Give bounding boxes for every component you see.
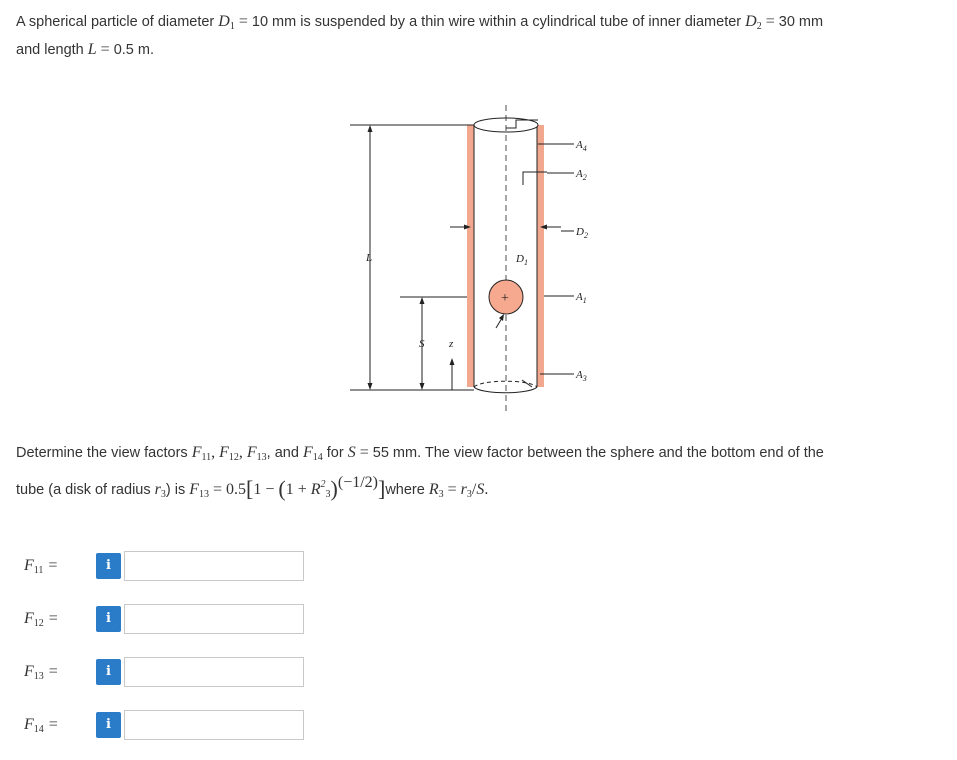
d1-equals: = xyxy=(234,13,252,30)
sphere-center-plus: + xyxy=(501,291,509,306)
question-text: for xyxy=(322,445,348,461)
question-text: , and xyxy=(266,445,303,461)
tube-sphere-figure xyxy=(340,100,600,420)
s-symbol: S xyxy=(476,481,485,498)
formula-part: . xyxy=(484,481,489,498)
f11-symbol: $F_{11}$ xyxy=(191,444,212,463)
label-a3: $A_3$ xyxy=(576,369,587,383)
problem-text: is suspended by a thin wire within a cylindrical tube of inner diameter xyxy=(296,14,746,30)
separator: , xyxy=(211,444,220,461)
label-a2: $A_2$ xyxy=(576,168,587,182)
formula-part: / xyxy=(471,481,477,498)
answer-label-f14: $F_{14}$ = xyxy=(24,716,59,735)
label-a1: $A_1$ xyxy=(576,291,587,305)
answer-input-f14[interactable] xyxy=(124,710,304,740)
s-symbol: S xyxy=(347,444,356,461)
f12-symbol: $F_{12}$ xyxy=(219,444,239,463)
problem-statement xyxy=(16,10,941,62)
r3-symbol: $r_3$ xyxy=(154,481,166,500)
d2-symbol: $D_2$ xyxy=(745,13,762,32)
formula-part: = xyxy=(443,481,461,498)
answer-label-f13: $F_{13}$ = xyxy=(24,663,59,682)
question-text: Determine the view factors xyxy=(16,445,192,461)
r3-def-symbol: $R_3$ xyxy=(428,481,444,500)
question-text: ) is xyxy=(165,482,190,498)
length-label: L xyxy=(366,252,373,264)
info-button[interactable]: i xyxy=(96,712,121,738)
label-d1: $D_1$ xyxy=(516,253,528,267)
question-statement xyxy=(16,440,946,507)
problem-text: and length xyxy=(16,42,88,58)
question-text: where xyxy=(385,482,429,498)
formula-paren: ) xyxy=(330,476,338,501)
tube-wall-right xyxy=(537,125,544,387)
answer-input-f13[interactable] xyxy=(124,657,304,687)
label-a4: $A_4$ xyxy=(576,139,587,153)
answer-label-f12: $F_{12}$ = xyxy=(24,610,59,629)
l-equals: = xyxy=(96,41,114,58)
d2-equals: = xyxy=(761,13,779,30)
formula-part: = 0.5 xyxy=(209,481,247,498)
formula-bracket: ] xyxy=(378,476,386,501)
info-button[interactable]: i xyxy=(96,659,121,685)
l-value: 0.5 m. xyxy=(113,42,154,58)
question-text: tube (a disk of radius xyxy=(16,482,155,498)
answer-input-f11[interactable] xyxy=(124,551,304,581)
formula-r3-squared: $R^2_3$ xyxy=(310,479,331,500)
separator: , xyxy=(238,444,247,461)
formula-part: 1 + xyxy=(285,481,311,498)
answer-input-f12[interactable] xyxy=(124,604,304,634)
d2-value: 30 mm xyxy=(778,14,824,30)
info-button[interactable]: i xyxy=(96,553,121,579)
formula-f13: $F_{13}$ xyxy=(189,481,210,500)
question-text: 55 mm. The view factor between the sphere and the bottom end of the xyxy=(372,445,824,461)
label-d2: $D_2$ xyxy=(576,226,588,240)
s-label: S xyxy=(419,338,425,350)
d1-symbol: $D_1$ xyxy=(218,13,235,32)
f13-symbol: $F_{13}$ xyxy=(246,444,267,463)
formula-exponent: (−1/2) xyxy=(337,474,378,491)
formula-bracket: [ xyxy=(246,476,254,501)
answer-label-f11: $F_{11}$ = xyxy=(24,557,59,576)
tube-wall-left xyxy=(467,125,474,387)
formula-paren: ( xyxy=(278,476,286,501)
r3-lower-symbol: $r_3$ xyxy=(460,481,472,500)
d1-value: 10 mm xyxy=(251,14,297,30)
s-equals: = xyxy=(355,444,373,461)
f14-symbol: $F_{14}$ xyxy=(302,444,323,463)
formula-part: 1 − xyxy=(253,481,279,498)
z-label: z xyxy=(449,338,454,350)
problem-text: A spherical particle of diameter xyxy=(16,14,219,30)
info-button[interactable]: i xyxy=(96,606,121,632)
l-symbol: L xyxy=(87,41,97,58)
